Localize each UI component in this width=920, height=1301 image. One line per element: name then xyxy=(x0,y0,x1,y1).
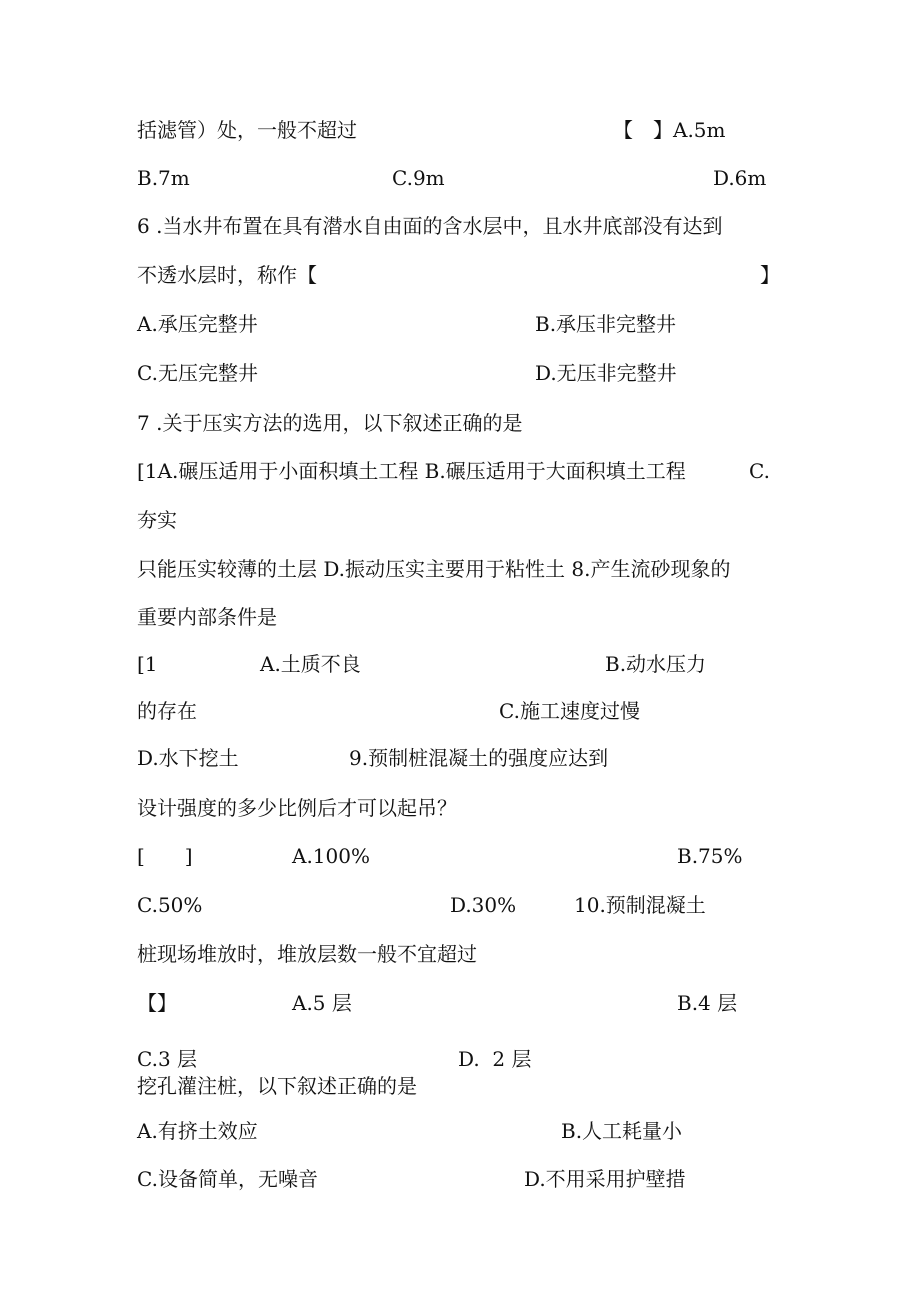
q10-option-b: B.4 层 xyxy=(677,991,738,1015)
q8-option-a: A.土质不良 xyxy=(260,652,361,676)
q8-option-b: B.动水压力 xyxy=(605,652,707,676)
q11-option-a: A.有挤土效应 xyxy=(137,1119,258,1143)
q8-option-b-tail: 的存在 xyxy=(137,699,197,723)
q6-stem-tail: 不透水层时，称作【 xyxy=(137,263,317,287)
q9-option-c: C.50% xyxy=(137,893,203,917)
q9-stem-tail: 设计强度的多少比例后才可以起吊？ xyxy=(137,796,457,820)
q5-option-a: 【 】A.5m xyxy=(613,118,726,142)
q9-stem: 9.预制桩混凝土的强度应达到 xyxy=(349,746,609,770)
q6-option-d: D.无压非完整井 xyxy=(535,361,677,385)
q5-stem-tail: 括滤管）处，一般不超过 xyxy=(137,118,357,142)
q8-bracket: [1 xyxy=(137,652,158,676)
q6-stem: 6 .当水井布置在具有潜水自由面的含水层中，且水井底部没有达到 xyxy=(137,214,723,238)
q7-option-c-text: 夯实 xyxy=(137,508,177,532)
q5-option-d: D.6m xyxy=(713,166,767,190)
q6-option-c: C.无压完整井 xyxy=(137,361,258,385)
q10-option-d: D. 2 层 xyxy=(458,1047,532,1071)
q11-option-b: B.人工耗量小 xyxy=(561,1119,683,1143)
q7-option-cd-q8-stem: 只能压实较薄的土层 D.振动压实主要用于粘性土 8.产生流砂现象的 xyxy=(137,557,731,581)
q9-option-b: B.75% xyxy=(677,844,743,868)
q8-option-c: C.施工速度过慢 xyxy=(499,699,640,723)
q8-option-d: D.水下挖土 xyxy=(137,746,239,770)
q10-stem-tail: 桩现场堆放时，堆放层数一般不宜超过 xyxy=(137,942,477,966)
q6-bracket-close: 】 xyxy=(760,263,780,287)
q6-option-a: A.承压完整井 xyxy=(137,312,258,336)
q10-stem: 10.预制混凝土 xyxy=(574,893,706,917)
q7-option-c-label: C. xyxy=(749,459,770,483)
q9-bracket: [ ] xyxy=(137,844,193,868)
q9-option-d: D.30% xyxy=(450,893,517,917)
q7-stem: 7 .关于压实方法的选用，以下叙述正确的是 xyxy=(137,411,523,435)
q6-option-b: B.承压非完整井 xyxy=(535,312,677,336)
q11-option-d: D.不用采用护壁措 xyxy=(524,1167,686,1191)
q10-option-a: A.5 层 xyxy=(292,991,352,1015)
q11-option-c: C.设备简单，无噪音 xyxy=(137,1167,318,1191)
q8-stem-tail: 重要内部条件是 xyxy=(137,605,277,629)
q10-bracket: 【】 xyxy=(137,991,177,1015)
q9-option-a: A.100% xyxy=(292,844,370,868)
q11-stem: 挖孔灌注桩，以下叙述正确的是 xyxy=(137,1074,417,1098)
q10-option-c: C.3 层 xyxy=(137,1047,198,1071)
q5-option-c: C.9m xyxy=(392,166,445,190)
q5-option-b: B.7m xyxy=(137,166,190,190)
q7-options-ab: [1A.碾压适用于小面积填土工程 B.碾压适用于大面积填土工程 xyxy=(137,459,686,483)
